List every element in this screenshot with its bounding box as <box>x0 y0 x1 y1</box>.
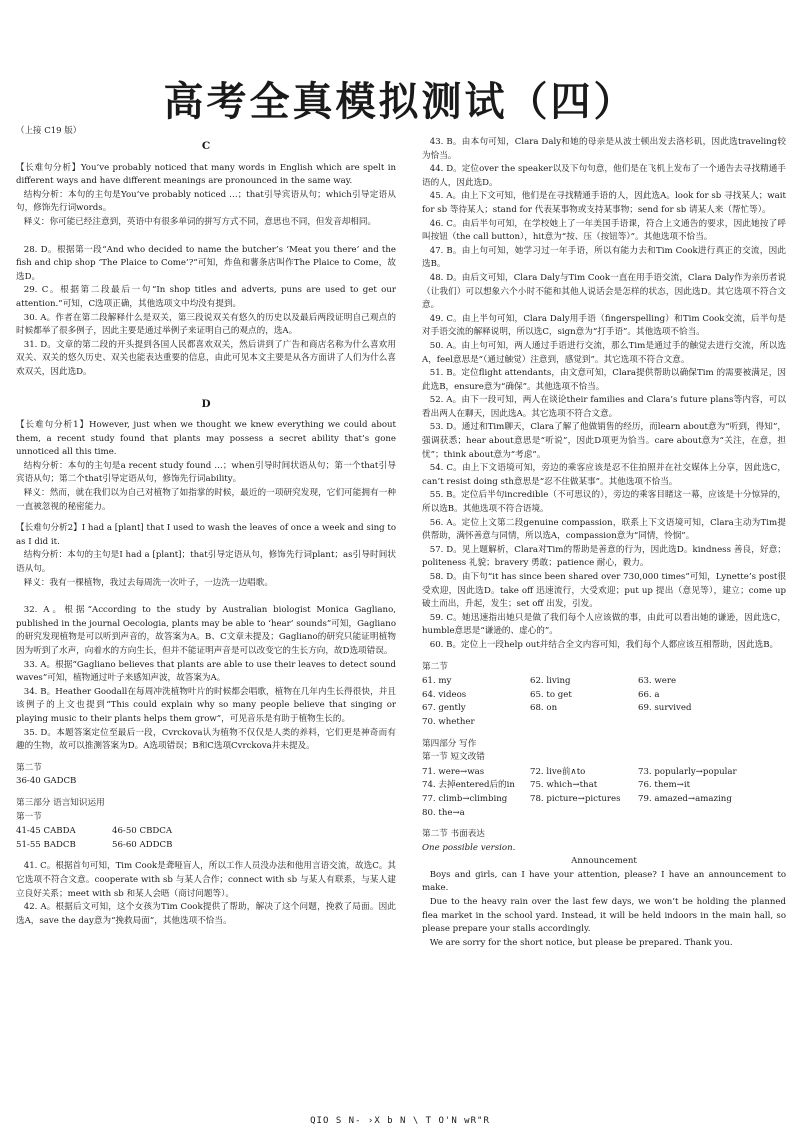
fill-answer: 69. survived <box>638 703 692 714</box>
announcement-title: Announcement <box>571 856 637 867</box>
answer-28: 28. D。根据第一段“And who decided to name the butcher’s ‘Meat you there’ and the fish and chip shop ‘The Plaice to Come’?”可知，炸鱼和薯条店叫作The Plaice to Come，故选D。 <box>16 244 396 282</box>
possible-version-label: One possible version. <box>422 842 516 853</box>
part-4-section-2: 第二节 书面表达 <box>422 829 485 840</box>
fill-answer: 61. my <box>422 676 452 687</box>
fill-blank-answers <box>422 675 786 729</box>
answer-29: 29. C。根据第二段最后一句“In shop titles and adverts, puns are used to get our attention.”可知，C选项正确，其他选项文中均没有提到。 <box>16 285 396 309</box>
fill-answer: 62. living <box>530 676 571 687</box>
correction-answers <box>422 766 786 820</box>
part-3-heading: 第三部分 语言知识运用 <box>16 797 105 808</box>
answer-31: 31. D。文章的第二段的开头提到各国人民都喜欢双关，然后讲到了广告和商店名称为什么喜欢用双关、双关的悠久历史、双关也能表达重要的信息，由此可见本文主要是从各方面讲了人们为什么喜欢双关，因此选D。 <box>16 339 396 377</box>
answer-30: 30. A。作者在第二段解释什么是双关，第三段说双关有悠久的历史以及最后两段证明自己观点的时候都举了很多例子，因此主要是通过举例子来证明自己的观点的，选A。 <box>16 312 396 337</box>
edition-note: （上接 C19 版） <box>16 126 82 136</box>
answer-range: 51-55 BADCB <box>16 839 76 850</box>
c-long-sentence: 【长难句分析】You’ve probably noticed that many words in English which are spelt in different ways and have different meanings are pronounced in the same way. <box>16 162 396 187</box>
answer-46: 46. C。由后半句可知，在学校她上了一年美国手语课，符合上文通告的要求，因此她按了呼叫按钮（the call button），hit意为“按、压（按钮等）”。其他选项不恰当。 <box>422 218 786 243</box>
answer-33: 33. A。根据“Gagliano believes that plants are able to use their leaves to detect sound waves”可知，植物通过叶子来感知声波，故答案为A。 <box>16 659 396 684</box>
d-translation-2: 释义：我有一棵植物，我过去每周洗一次叶子，一边洗一边唱歌。 <box>23 577 273 588</box>
correction-item: 78. picture→pictures <box>530 793 621 804</box>
right-column <box>422 136 786 950</box>
answer-range: 56-60 ADDCB <box>112 839 173 850</box>
answer-45: 45. A。由上下文可知，他们是在寻找精通手语的人，因此选A。look for sb 寻找某人；wait for sb 等待某人；stand for 代表某事物或支持某事物；send for sb 请某人来（帮忙等）。 <box>422 191 786 215</box>
correction-item: 75. which→that <box>530 780 598 791</box>
answer-52: 52. A。由下一段可知，两人在谈论their families and Clara’s future plans等内容，可以看出两人在聊天，因此选A。其它选项不符合文意。 <box>422 395 786 419</box>
c-structure: 结构分析：本句的主句是You’ve probably noticed …；that引导宾语从句；which引导定语从句，修饰先行词words。 <box>16 189 396 214</box>
page-title: 高考全真模拟测试（四） <box>163 79 637 125</box>
section-2-answers: 36-40 GADCB <box>16 776 77 787</box>
answer-48: 48. D。由后文可知，Clara Daly与Tim Cook一直在用手语交流，Clara Daly作为亲历者说（让我们）可以想象六个小时不能和其他人说话会是怎样的状态，因此选D。其它选项不符合文意。 <box>422 272 786 311</box>
answer-58: 58. D。由下句“it has since been shared over 730,000 times”可知，Lynette’s post很受欢迎，因此选D。take off 迅速流行，大受欢迎；put up 提出（意见等），建立；come up 破土而出，升起，发生；set off 出发，引发。 <box>422 572 786 610</box>
answer-56: 56. A。定位上文第二段genuine compassion，联系上下文语境可知，Clara主动为Tim提供帮助，满怀善意与同情，所以选A，compassion意为“同情，怜悯”。 <box>422 517 786 542</box>
answer-55: 55. B。定位后半句incredible（不可思议的），旁边的乘客目睹这一幕，应该是十分惊异的，所以选B。其他选项不符合语境。 <box>422 490 786 515</box>
announcement-paragraph: Boys and girls, can I have your attention, please? I have an announcement to make. <box>422 869 786 894</box>
fill-answer: 70. whether <box>422 716 475 727</box>
c-translation: 释义：你可能已经注意到，英语中有很多单词的拼写方式不同，意思也不同，但发音却相同。 <box>23 216 377 227</box>
part-4-heading: 第四部分 写作 <box>422 738 477 749</box>
fill-answer: 65. to get <box>530 689 572 700</box>
answer-59: 59. C。她迅速指出她只是做了我们每个人应该做的事，由此可以看出她的谦逊，因此选C，humble意思是“谦逊的、虚心的”。 <box>422 612 786 637</box>
answer-60: 60. B。定位上一段help out并结合全文内容可知，我们每个人都应该互相帮助，因此选B。 <box>429 639 779 650</box>
correction-item: 71. were→was <box>422 766 485 777</box>
fill-answer: 66. a <box>638 689 660 700</box>
answer-32: 32. A。根据“According to the study by Australian biologist Monica Gagliano, published in the journal Oecologia, plants may be able to ‘hear’ sounds”可知，Gagliano的研究发现植物是可以听到声音的，故答案为A。B、C文章未提及；Gagliano的研究只能证明植物因为听到了水声，向着水的方向生长，但并不能证明声音是可以改变它的生长方向，故D选项错误。 <box>16 605 396 656</box>
answer-47: 47. B。由上句可知，她学习过一年手语，所以有能力去和Tim Cook进行真正的交流，因此选B。 <box>422 245 786 270</box>
page-footer: QIO S N- ›X b N \ T O'N wR"R <box>310 1116 490 1126</box>
answer-range: 41-45 CABDA <box>16 826 76 837</box>
d-structure-1: 结构分析：本句的主句是a recent study found …；when引导时间状语从句；第一个that引导宾语从句；第二个that引导定语从句，修饰先行词ability。 <box>16 460 396 485</box>
section-2-heading: 第二节 <box>422 661 448 672</box>
answer-range: 46-50 CBDCA <box>112 826 173 837</box>
correction-item: 77. climb→climbing <box>422 793 508 804</box>
left-column <box>16 136 396 928</box>
d-translation-1: 释义：然而，就在我们以为自己对植物了如指掌的时候，最近的一项研究发现，它们可能拥有一种一直被忽视的秘密能力。 <box>16 488 396 512</box>
answer-42: 42. A。根据后文可知，这个女孩为Tim Cook提供了帮助，解决了这个问题，挽救了局面。因此选A，save the day意为“挽救局面”，其他选项不恰当。 <box>16 902 396 926</box>
correction-item: 74. 去掉entered后的in <box>422 780 515 791</box>
part-4-section-1: 第一节 短文改错 <box>422 752 485 763</box>
correction-item: 72. live前∧to <box>530 766 586 777</box>
announcement-paragraph: Due to the heavy rain over the last few days, we won’t be holding the planned flea market in the school yard. Instead, it will be held indoors in the main hall, so please prepare your stalls accordingly. <box>422 897 786 935</box>
d-structure-2: 结构分析：本句的主句是I had a [plant]；that引导定语从句，修饰先行词plant；as引导时间状语从句。 <box>16 550 396 575</box>
answer-35: 35. D。本题答案定位至最后一段，Cvrckova认为植物不仅仅是人类的养料，它们更是神奇而有趣的生物，故可以推测答案为D。A选项错误；B和C选项Cvrckova并未提及。 <box>16 727 396 752</box>
correction-item: 80. the→a <box>422 807 465 818</box>
answer-41: 41. C。根据首句可知，Tim Cook是聋哑盲人，所以工作人员没办法和他用言语交流，故选C。其它选项不符合文意。cooperate with sb 与某人合作；connect with sb 与某人有联系，与某人建立良好关系；meet with sb 和某人会晤（商讨问题等）。 <box>16 861 396 899</box>
fill-answer: 67. gently <box>422 703 466 714</box>
part-3-section-1: 第一节 <box>16 811 42 822</box>
answer-57: 57. D。见上题解析，Clara对Tim的帮助是善意的行为，因此选D。kindness 善良，好意；politeness 礼貌；bravery 勇敢；patience 耐心，毅力。 <box>422 544 786 569</box>
d-long-sentence-2: 【长难句分析2】I had a [plant] that I used to wash the leaves of once a week and sing to as I did it. <box>16 523 396 547</box>
section-c-heading: C <box>201 140 211 152</box>
answer-54: 54. C。由上下文语境可知，旁边的乘客应该是忍不住拍照并在社交媒体上分享，因此选C，can’t resist doing sth意思是“忍不住做某事”。其他选项不恰当。 <box>422 463 786 487</box>
answer-50: 50. A。由上句可知，两人通过手语进行交流，那么Tim是通过手的触觉去进行交流，所以选A，feel意思是“（通过触觉）注意到，感觉到”。其它选项不符合文意。 <box>422 340 786 365</box>
part-3-answer-grid <box>16 825 396 852</box>
correction-item: 76. them→it <box>638 780 691 791</box>
answer-44: 44. D。定位over the speaker以及下句句意，他们是在飞机上发布了一个通告去寻找精通手语的人，因此选D。 <box>422 164 786 188</box>
answer-49: 49. C。由上半句可知，Clara Daly用手语（fingerspelling）和Tim Cook交流，后半句是对手语交流的解释说明，所以选C，sign意为“打手语”。其他选项不恰当。 <box>422 313 786 338</box>
d-long-sentence-1: 【长难句分析1】However, just when we thought we knew everything we could about them, a recent study found that plants may possess a secret ability that’s gone unnoticed all this time. <box>16 420 396 458</box>
announcement-paragraph: We are sorry for the short notice, but please be prepared. Thank you. <box>429 937 733 948</box>
section-2-heading: 第二节 <box>16 762 42 773</box>
correction-item: 79. amazed→amazing <box>638 793 732 804</box>
fill-answer: 63. were <box>638 676 677 687</box>
correction-item: 73. popularly→popular <box>638 766 737 777</box>
answer-53: 53. D。通过和Tim聊天，Clara了解了他做销售的经历，而learn about意为“听到，得知”，强调获悉；hear about意思是“听说”，因此D项更为恰当。care about意为“关注，在意，担忧”；think about意为“考虑”。 <box>422 422 786 460</box>
answer-51: 51. B。定位flight attendants，由文意可知，Clara提供帮助以确保Tim 的需要被满足，因此选B，ensure意为“确保”。其他选项不恰当。 <box>422 368 786 392</box>
fill-answer: 64. videos <box>422 689 467 700</box>
answer-34: 34. B。Heather Goodall在每周冲洗植物叶片的时候都会唱歌，植物在几年内生长得很快，并且该例子的上文也提到“This could explain why so many people believe that singing or playing music to their plants helps them grow”，可见音乐是有助于植物生长的。 <box>16 686 396 724</box>
section-d-heading: D <box>201 397 211 410</box>
fill-answer: 68. on <box>530 703 558 714</box>
answer-43: 43. B。由本句可知，Clara Daly和她的母亲是从波士顿出发去洛杉矶，因此选traveling较为恰当。 <box>422 137 786 161</box>
